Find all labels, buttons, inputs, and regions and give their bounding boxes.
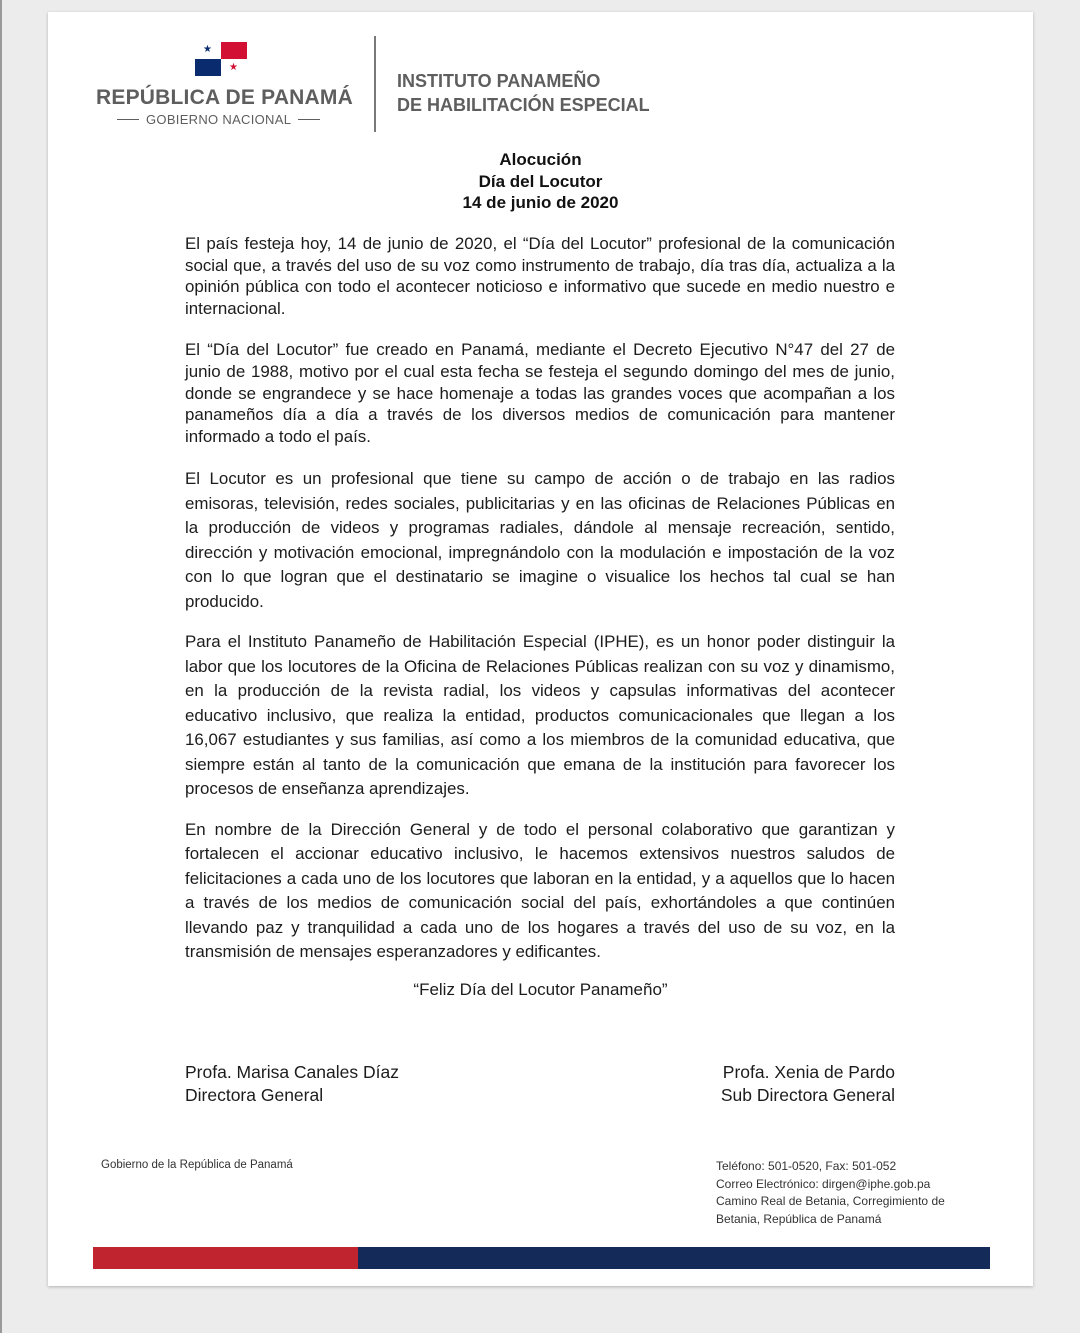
institute-line-1: INSTITUTO PANAMEÑO	[397, 71, 601, 91]
document-title	[48, 149, 1033, 214]
paragraph: El Locutor es un profesional que tiene su campo de acción o de trabajo en las radios emisoras, televisión, redes sociales, publicitarias y en las oficinas de Relaciones Públicas en la producción de videos y programas radiales, dándole al mensaje recreación, sentido, dirección y motivación emocional, impregnándolo con la modulación e impostación de la voz con lo que logran que el destinatario se imagine o visualice los hechos tal cual se han producido.	[185, 469, 895, 611]
country-name: REPÚBLICA DE PANAMÁ	[96, 86, 353, 109]
title-line-1: Alocución	[499, 150, 582, 169]
signatory-name: Profa. Xenia de Pardo	[722, 1062, 895, 1082]
footer-government: Gobierno de la República de Panamá	[101, 1159, 293, 1171]
signatory-title: Directora General	[185, 1084, 324, 1105]
panama-flag-icon: ★ ★	[195, 42, 247, 76]
paragraph: El país festeja hoy, 14 de junio de 2020, el “Día del Locutor” profesional de la comunicación social que, a través del uso de su voz como instrumento de trabajo, día tras día, actualiza a la opinión pública con todo el acontecer noticioso e informativo que sucede en medio nuestro e internacional.	[185, 234, 895, 318]
paragraph: El “Día del Locutor” fue creado en Panamá, mediante el Decreto Ejecutivo N°47 del 27 de junio de 1988, motivo por el cual esta fecha se festeja el segundo domingo del mes de junio, donde se engrandece y se hace homenaje a todas las grandes voces que acompañan a los panameños día a día a través de los diversos medios de comunicación para mantener informado a todo el país.	[185, 340, 895, 446]
document-body	[185, 233, 895, 981]
footer-email: Correo Electrónico: dirgen@iphe.gob.pa	[716, 1176, 931, 1191]
signatory-name: Profa. Marisa Canales Díaz	[185, 1062, 399, 1082]
footer-contact	[716, 1158, 945, 1228]
footer-bar-blue	[358, 1247, 990, 1269]
paragraph: En nombre de la Dirección General y de todo el personal colaborativo que garantizan y fortalecen el accionar educativo inclusivo, le hacemos extensivos nuestros saludos de felicitaciones a cada uno de los locutores que laboran en la entidad, y a aquellos que lo hacen a través de los medios de comunicación social del país, exhortándoles a que continúen llevando paz y tranquilidad a cada uno de los hogares a través del uso de su voz, en la transmisión de mensajes esperanzadores y edificantes.	[185, 819, 895, 962]
viewer-edge	[0, 0, 2, 1333]
signature-left	[185, 1061, 399, 1106]
footer-address-1: Camino Real de Betania, Corregimiento de	[716, 1194, 945, 1208]
footer-address-2: Betania, República de Panamá	[716, 1211, 882, 1226]
institute-line-2: DE HABILITACIÓN ESPECIAL	[397, 95, 650, 115]
closing-line: “Feliz Día del Locutor Panameño”	[413, 980, 668, 999]
institute-name	[397, 69, 650, 117]
footer-bar-red	[93, 1247, 358, 1269]
header-divider	[374, 36, 376, 132]
document-page	[48, 12, 1033, 1286]
signature-right	[721, 1061, 895, 1106]
footer-phone: Teléfono: 501-0520, Fax: 501-052	[716, 1159, 897, 1173]
signatory-title: Sub Directora General	[720, 1084, 895, 1105]
title-line-3: 14 de junio de 2020	[462, 193, 619, 212]
government-text: GOBIERNO NACIONAL	[146, 112, 292, 127]
government-label	[110, 112, 327, 127]
title-line-2: Día del Locutor	[478, 171, 603, 191]
paragraph: Para el Instituto Panameño de Habilitación Especial (IPHE), es un honor poder distinguir la labor que los locutores de la Oficina de Relaciones Públicas realizan con su voz y dinamismo, en la producción de la revista radial, los videos y capsulas informativas del acontecer educativo inclusivo, que realiza la entidad, productos comunicacionales que llegan a los 16,067 estudiantes y sus familias, así como a los miembros de la comunidad educativa, que siempre están al tanto de la comunicación que emana de la institución para favorecer los procesos de enseñanza aprendizajes.	[185, 632, 895, 799]
